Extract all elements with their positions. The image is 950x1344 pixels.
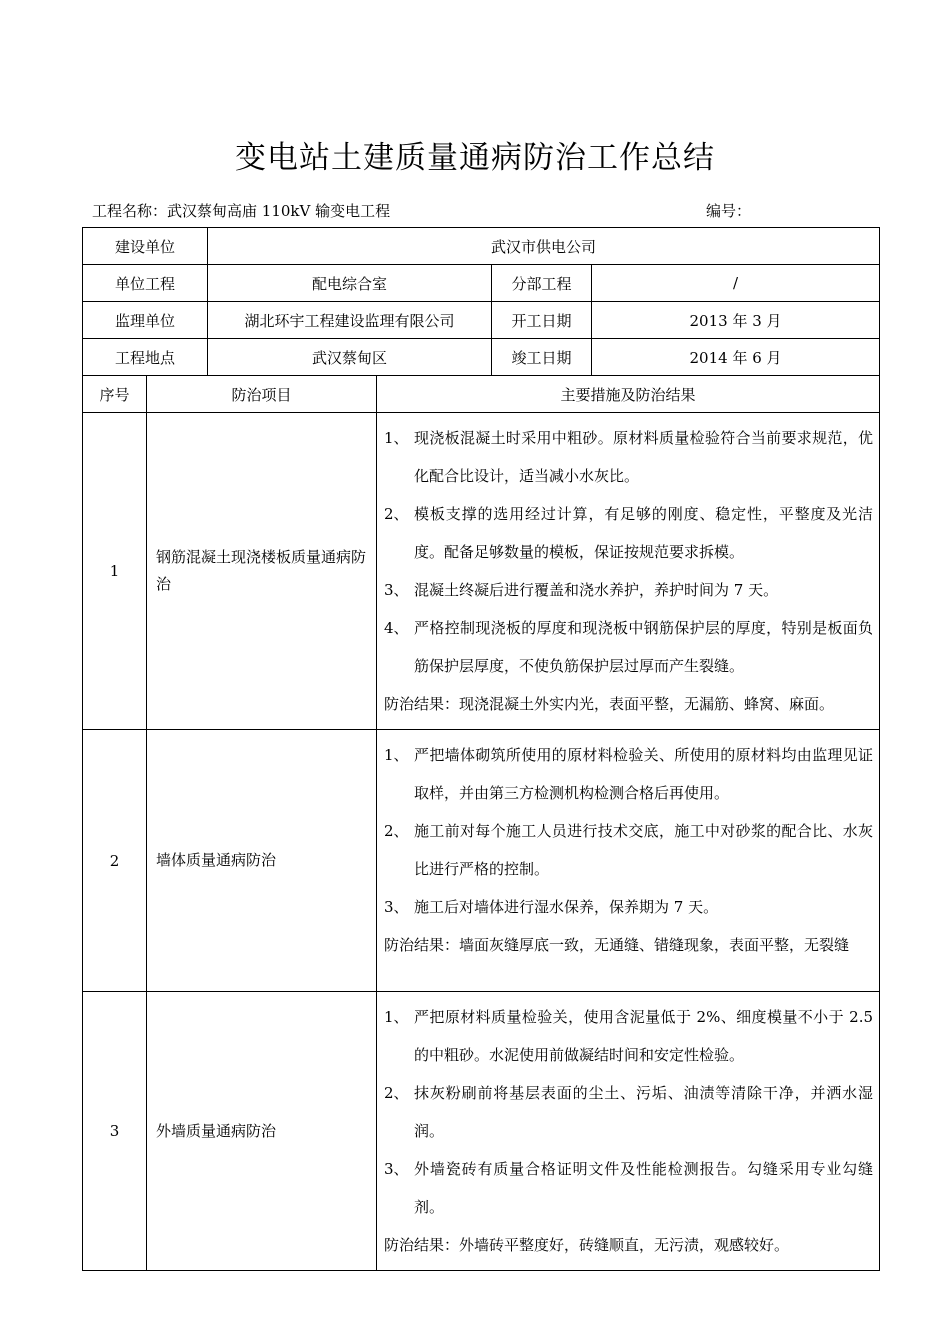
measure-item <box>384 1074 873 1150</box>
measure-item <box>384 888 873 926</box>
row-number: 3 <box>83 992 147 1271</box>
column-header-row <box>83 376 880 413</box>
column-header-project: 防治项目 <box>147 376 377 413</box>
measure-number: 3、 <box>384 581 409 599</box>
measure-number: 3、 <box>384 898 409 916</box>
builder-value: 武汉市供电公司 <box>208 228 880 265</box>
measure-number: 2、 <box>384 1084 409 1102</box>
location-label: 工程地点 <box>83 339 208 376</box>
measure-text: 混凝土终凝后进行覆盖和浇水养护，养护时间为 7 天。 <box>414 581 779 599</box>
measure-item <box>384 1150 873 1226</box>
measure-item <box>384 736 873 812</box>
prevention-project: 墙体质量通病防治 <box>147 730 377 992</box>
table-row <box>83 730 880 992</box>
supervisor-row <box>83 302 880 339</box>
measure-number: 4、 <box>384 619 409 637</box>
measure-number: 2、 <box>384 822 409 840</box>
sub-project-label: 分部工程 <box>492 265 592 302</box>
location-value: 武汉蔡甸区 <box>208 339 492 376</box>
start-date-label: 开工日期 <box>492 302 592 339</box>
measure-text: 抹灰粉刷前将基层表面的尘土、污垢、油渍等清除干净，并洒水湿润。 <box>414 1084 874 1140</box>
prevention-project: 钢筋混凝土现浇楼板质量通病防治 <box>147 413 377 730</box>
supervisor-label: 监理单位 <box>83 302 208 339</box>
measure-text: 严格控制现浇板的厚度和现浇板中钢筋保护层的厚度，特别是板面负筋保护层厚度，不使负筋保护层过厚而产生裂缝。 <box>414 619 874 675</box>
measures-cell <box>377 413 880 730</box>
measure-number: 1、 <box>384 429 409 447</box>
table-row <box>83 992 880 1271</box>
measure-number: 1、 <box>384 746 409 764</box>
row-number: 2 <box>83 730 147 992</box>
project-name: 工程名称：武汉蔡甸高庙 110kV 输变电工程 <box>92 202 391 220</box>
column-header-no: 序号 <box>83 376 147 413</box>
measure-text: 现浇板混凝土时采用中粗砂。原材料质量检验符合当前要求规范，优化配合比设计，适当减小水灰比。 <box>414 429 874 485</box>
unit-row <box>83 265 880 302</box>
prevention-result: 防治结果：现浇混凝土外实内光，表面平整，无漏筋、蜂窝、麻面。 <box>384 695 835 713</box>
location-row <box>83 339 880 376</box>
measure-number: 3、 <box>384 1160 409 1178</box>
measure-item <box>384 609 873 685</box>
end-date-label: 竣工日期 <box>492 339 592 376</box>
prevention-project: 外墙质量通病防治 <box>147 992 377 1271</box>
measure-item <box>384 812 873 888</box>
measure-text: 模板支撑的选用经过计算，有足够的刚度、稳定性，平整度及光洁度。配备足够数量的模板，保证按规范要求拆模。 <box>414 505 874 561</box>
builder-label: 建设单位 <box>83 228 208 265</box>
measure-item <box>384 419 873 495</box>
measure-item <box>384 495 873 571</box>
prevention-result: 防治结果：外墙砖平整度好，砖缝顺直，无污渍，观感较好。 <box>384 1236 790 1254</box>
sub-project-value: / <box>592 265 880 302</box>
measure-item <box>384 998 873 1074</box>
end-date-value: 2014 年 6 月 <box>592 339 880 376</box>
measure-number: 1、 <box>384 1008 409 1026</box>
column-header-measures: 主要措施及防治结果 <box>377 376 880 413</box>
unit-value: 配电综合室 <box>208 265 492 302</box>
summary-table <box>82 227 880 1271</box>
table-row <box>83 413 880 730</box>
supervisor-value: 湖北环宇工程建设监理有限公司 <box>208 302 492 339</box>
measure-number: 2、 <box>384 505 409 523</box>
start-date-value: 2013 年 3 月 <box>592 302 880 339</box>
row-number: 1 <box>83 413 147 730</box>
measures-cell <box>377 992 880 1271</box>
measure-text: 严把原材料质量检验关，使用含泥量低于 2%、细度模量不小于 2.5 的中粗砂。水泥使用前做凝结时间和安定性检验。 <box>414 1008 874 1064</box>
measure-item <box>384 571 873 609</box>
measure-text: 施工后对墙体进行湿水保养，保养期为 7 天。 <box>414 898 719 916</box>
measure-text: 施工前对每个施工人员进行技术交底，施工中对砂浆的配合比、水灰比进行严格的控制。 <box>414 822 874 878</box>
measure-text: 严把墙体砌筑所使用的原材料检验关、所使用的原材料均由监理见证取样，并由第三方检测机构检测合格后再使用。 <box>414 746 874 802</box>
document-number-label: 编号： <box>706 202 752 220</box>
document-title: 变电站土建质量通病防治工作总结 <box>235 140 715 176</box>
measure-text: 外墙瓷砖有质量合格证明文件及性能检测报告。勾缝采用专业勾缝剂。 <box>414 1160 874 1216</box>
measures-cell <box>377 730 880 992</box>
builder-row <box>83 228 880 265</box>
unit-label: 单位工程 <box>83 265 208 302</box>
prevention-result: 防治结果：墙面灰缝厚底一致，无通缝、错缝现象，表面平整，无裂缝 <box>384 936 850 954</box>
